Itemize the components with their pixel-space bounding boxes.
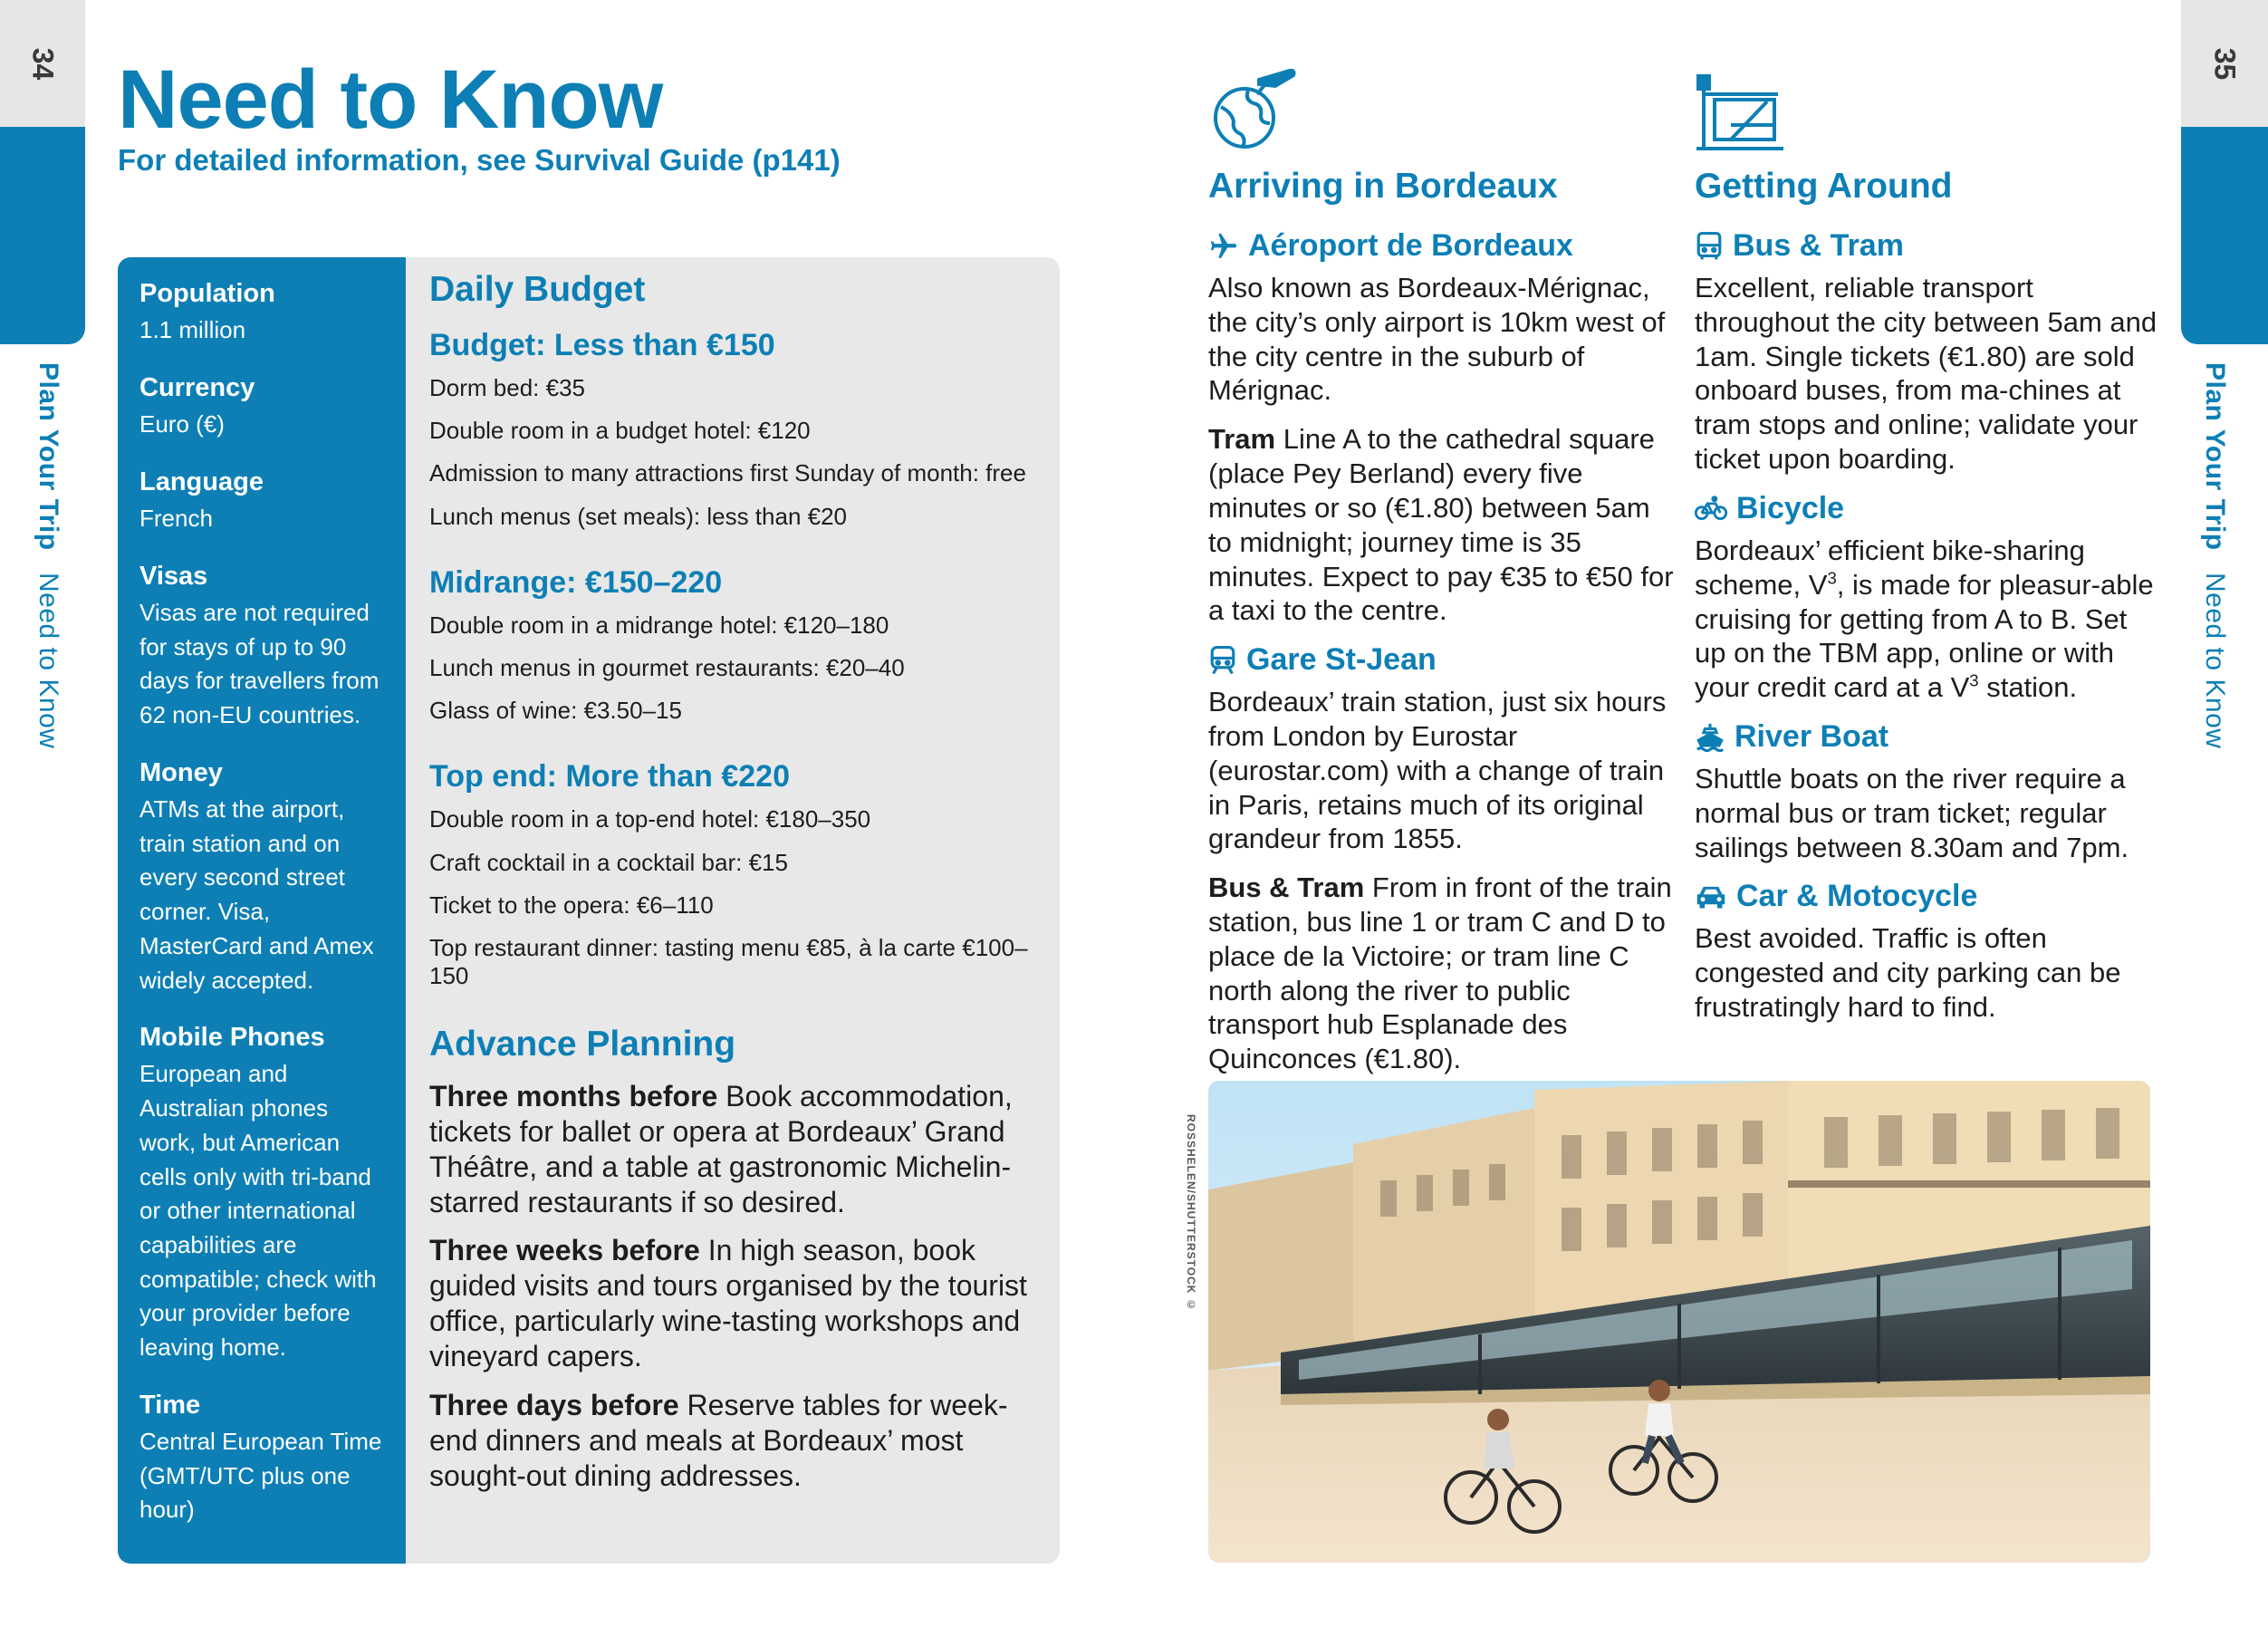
superscript: 3 [1827,568,1837,588]
planning-item [429,1388,1045,1494]
paragraph [1695,534,2166,705]
paragraph-text: From in front of the train station, bus line 1 or tram C and D to place de la Victoire; or tram line C north along the river to public transport hub Esplanade des Quinconces (€1.80). [1208,871,1672,1075]
tier-heading: Budget: Less than €150 [429,328,775,362]
bus-icon [1695,231,1724,262]
bicycle-block [1695,491,2166,705]
subsection-heading: Car & Motocycle [1736,879,1978,914]
fact-mobile-phones [139,1021,388,1364]
fact-heading: Mobile Phones [139,1023,325,1053]
boat-icon [1695,721,1725,752]
left-edge-tab [0,0,85,344]
side-label-section: Plan Your Trip [2200,362,2230,551]
paragraph-lead: Tram [1208,423,1276,456]
plane-icon [1208,231,1239,262]
paragraph [1208,871,1679,1076]
section-heading: Daily Budget [429,270,646,309]
globe-plane-icon [1208,65,1299,156]
paragraph: Also known as Bordeaux-Mérignac, the city’s only airport is 10km west of the city centre in the suburb of Mérignac. [1208,272,1666,407]
list-item: Dorm bed: €35 [429,374,585,401]
fact-heading: Visas [139,561,208,591]
budget-tier-low [429,328,1045,540]
planning-lead: Three weeks before [429,1234,700,1267]
list-item: Double room in a top-end hotel: €180–350 [429,805,871,833]
paragraph-lead: Bus & Tram [1208,871,1365,904]
fact-language [139,466,388,536]
side-label-chapter: Need to Know [34,573,63,749]
subsection-heading: Bicycle [1736,490,1845,525]
paragraph-text: , is made for pleasur-able cruising for getting from A to B. Set up on the TBM app, online or with your credit card at a V [1695,568,2154,704]
photo-credit: ROSSHELEN/SHUTTERSTOCK © [1185,1114,1197,1312]
fact-body: Central European Time (GMT/UTC plus one hour) [139,1427,382,1524]
train-icon [1208,645,1237,676]
planning-text: Reserve tables for week-end dinners and meals at Bordeaux’ most sought-out dining addresses. [429,1388,1008,1492]
tier-list [429,800,1045,999]
edge-color-block [0,127,85,344]
section-heading: Advance Planning [429,1025,736,1064]
info-panel [118,257,1060,1564]
list-item: Double room in a budget hotel: €120 [429,417,811,445]
paragraph-text: Bordeaux’ efficient bike-sharing scheme, V [1695,534,2085,601]
planning-item [429,1233,1045,1374]
fact-heading: Money [139,757,223,787]
list-item: Lunch menus in gourmet restaurants: €20–40 [429,653,905,681]
side-label-right [2199,362,2230,749]
fact-heading: Currency [139,372,255,402]
budget-tier-top [429,759,1045,999]
side-label-chapter: Need to Know [2200,573,2230,749]
arriving-column [1208,65,1679,1091]
page-subtitle: For detailed information, see Survival Guide (p141) [118,143,841,177]
planning-text: In high season, book guided visits and tours organised by the tourist office, particularly wine-tasting workshops and vineyard capers. [429,1234,1027,1373]
paragraph: Excellent, reliable transport throughout the city between 5am and 1am. Single tickets (€1.80) are sold onboard buses, from ma-chines at tram stops and online; validate your ticket upon boarding. [1695,272,2157,476]
tier-heading: Top end: More than €220 [429,759,790,794]
boat-block [1695,719,2166,864]
fact-body: 1.1 million [139,316,246,344]
bicycle-icon [1695,495,1727,522]
fact-heading: Time [139,1390,201,1420]
car-icon [1695,883,1727,910]
budget-tier-mid [429,565,1045,735]
fact-heading: Population [139,279,275,308]
list-item: Double room in a midrange hotel: €120–180 [429,611,889,639]
paragraph-text: station. [1978,671,2078,704]
paragraph [1208,422,1679,628]
side-label-left [33,362,63,749]
fact-body: ATMs at the airport, train station and on every second street corner. Visa, MasterCard and Amex widely accepted. [139,795,374,994]
fact-currency [139,371,388,442]
planning-text: Book accommodation, tickets for ballet or opera at Bordeaux’ Grand Théâtre, and a table at gastronomic Michelin-starred restaurants if so desired. [429,1080,1013,1219]
getting-around-column [1695,65,2166,1039]
paragraph: Shuttle boats on the river require a normal bus or tram ticket; regular sailings between 8.30am and 7pm. [1695,762,2129,863]
side-label-section: Plan Your Trip [34,362,63,551]
list-item: Lunch menus (set meals): less than €20 [429,502,848,530]
right-edge-tab [2181,0,2268,344]
list-item: Top restaurant dinner: tasting menu €85, à la carte €100–150 [429,933,1028,990]
page-title: Need to Know [118,53,663,146]
fact-money [139,756,388,997]
paragraph-text: Line A to the cathedral square (place Pey Berland) every five minutes or so (€1.80) between 5am to midnight; journey time is 35 minutes. Expect to pay €35 to €50 for a taxi to the centre. [1208,423,1674,627]
tram-street-photo [1208,1081,2150,1563]
paragraph: Bordeaux’ train station, just six hours from London by Eurostar (eurostar.com) with a change of train in Paris, retains much of its original grandeur from 1855. [1208,686,1667,855]
fact-body: French [139,505,213,533]
subsection-heading: Gare St-Jean [1246,642,1437,678]
edge-color-block [2181,127,2268,344]
paragraph: Best avoided. Traffic is often congested and city parking can be frustratingly hard to find. [1695,922,2121,1023]
fact-population [139,277,388,348]
bus-stop-icon [1695,65,1785,156]
tier-heading: Midrange: €150–220 [429,564,723,600]
car-block [1695,879,2166,1024]
list-item: Craft cocktail in a cocktail bar: €15 [429,848,788,876]
airport-block [1208,228,1679,628]
column-heading: Getting Around [1695,167,1953,206]
daily-budget-section [429,270,1045,1507]
page-number-right: 35 [2208,47,2242,80]
fact-visas [139,560,388,733]
list-item: Ticket to the opera: €6–110 [429,891,714,919]
planning-lead: Three months before [429,1080,718,1113]
fact-body: Euro (€) [139,410,225,438]
quick-facts-column [118,257,406,1564]
fact-body: European and Australian phones work, but American cells only with tri-band or other international capabilities are compatible; check with your provider before leaving home. [139,1060,377,1361]
bus-block [1695,228,2166,477]
page-number-left: 34 [26,47,60,80]
tram-cyclists-illustration [1208,1081,2150,1563]
subsection-heading: River Boat [1735,718,1889,754]
fact-body: Visas are not required for stays of up to 90 days for travellers from 62 non-EU countries. [139,599,380,729]
station-block [1208,642,1679,1076]
list-item: Admission to many attractions first Sunday of month: free [429,459,1026,487]
subsection-heading: Bus & Tram [1733,228,1904,263]
superscript: 3 [1969,670,1979,690]
fact-heading: Language [139,467,264,496]
fact-time [139,1389,388,1527]
list-item: Glass of wine: €3.50–15 [429,697,682,725]
column-heading: Arriving in Bordeaux [1208,167,1558,206]
planning-item [429,1079,1045,1220]
tier-list [429,369,1045,540]
tier-list [429,606,1045,735]
subsection-heading: Aéroport de Bordeaux [1248,228,1573,263]
planning-lead: Three days before [429,1388,679,1421]
